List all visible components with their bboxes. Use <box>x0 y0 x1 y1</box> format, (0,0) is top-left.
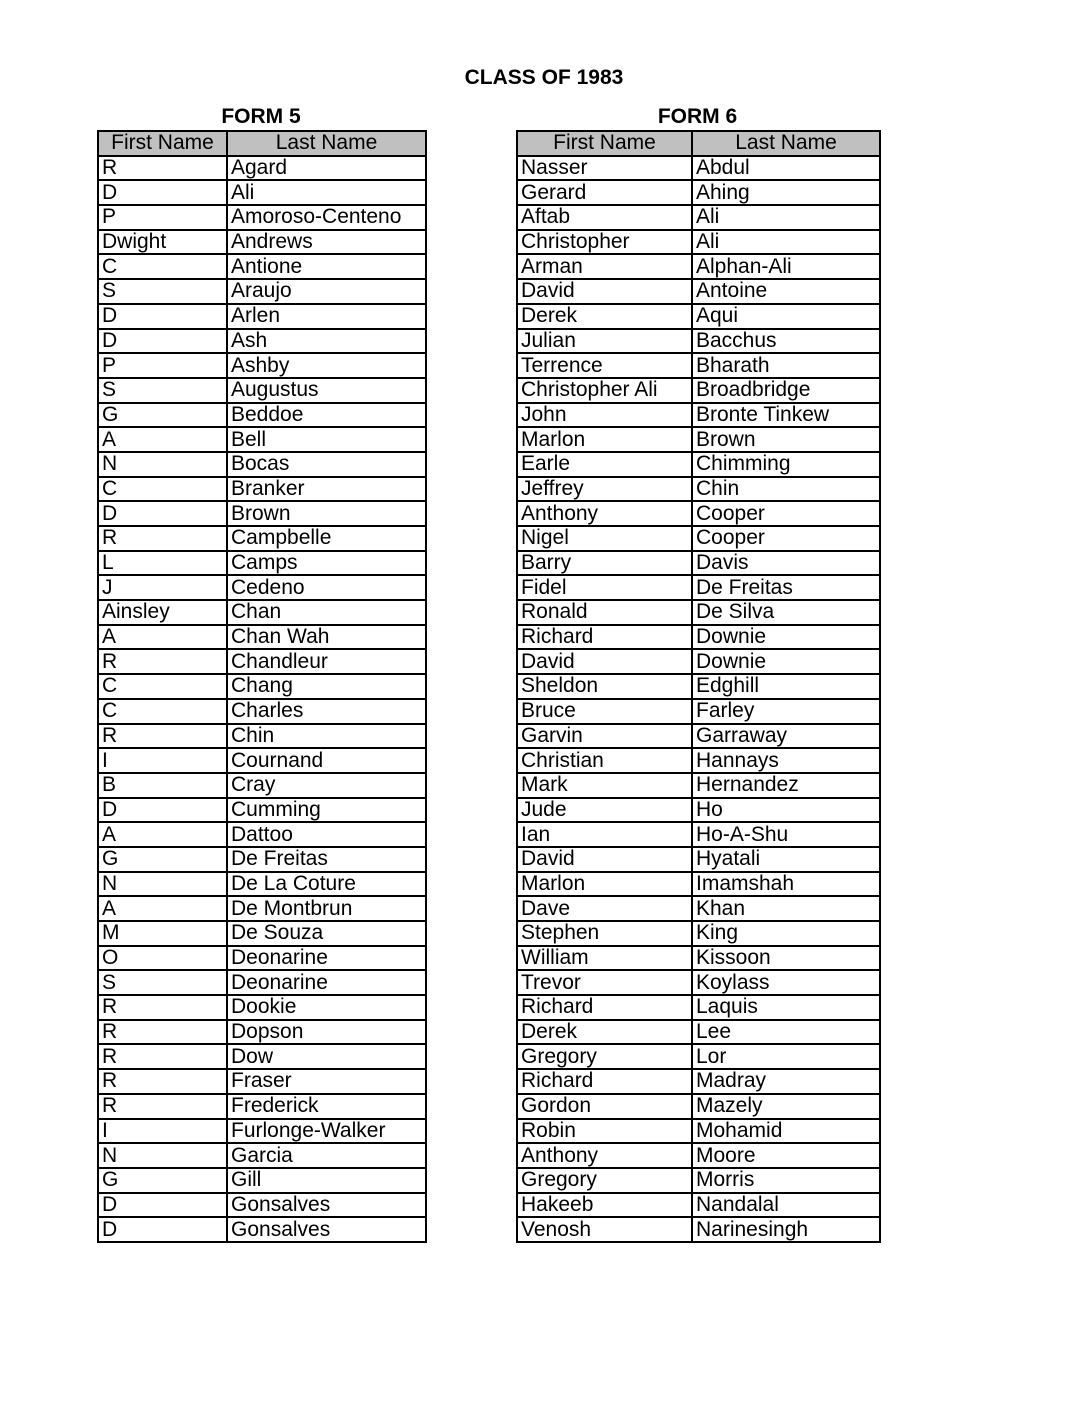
table-row <box>98 921 426 946</box>
first-name-cell: D <box>98 304 227 329</box>
first-name-cell: Stephen <box>517 921 692 946</box>
first-name-cell: C <box>98 699 227 724</box>
first-name-cell: R <box>98 649 227 674</box>
first-name-cell: R <box>98 995 227 1020</box>
table-row <box>517 625 880 650</box>
table-row <box>517 896 880 921</box>
last-name-header: Last Name <box>227 131 426 156</box>
last-name-cell: De Silva <box>692 600 880 625</box>
last-name-cell: Imamshah <box>692 872 880 897</box>
last-name-cell: Ho <box>692 798 880 823</box>
first-name-cell: Dave <box>517 896 692 921</box>
table-row <box>517 847 880 872</box>
last-name-cell: Kissoon <box>692 946 880 971</box>
table-row <box>98 304 426 329</box>
first-name-cell: Anthony <box>517 501 692 526</box>
first-name-cell: Aftab <box>517 205 692 230</box>
table-row <box>98 1044 426 1069</box>
last-name-cell: Cournand <box>227 748 426 773</box>
table-row <box>517 452 880 477</box>
last-name-cell: Andrews <box>227 230 426 255</box>
last-name-cell: Cedeno <box>227 575 426 600</box>
last-name-cell: Agard <box>227 156 426 181</box>
last-name-cell: Ahing <box>692 180 880 205</box>
last-name-cell: Deonarine <box>227 970 426 995</box>
table-row <box>98 1094 426 1119</box>
table-row <box>98 798 426 823</box>
first-name-cell: Trevor <box>517 970 692 995</box>
last-name-cell: Aqui <box>692 304 880 329</box>
table-row <box>517 180 880 205</box>
table-row <box>98 1020 426 1045</box>
last-name-cell: Antoine <box>692 279 880 304</box>
first-name-cell: Julian <box>517 329 692 354</box>
form5-table <box>97 130 427 1243</box>
first-name-cell: R <box>98 1069 227 1094</box>
first-name-cell: M <box>98 921 227 946</box>
table-row <box>517 798 880 823</box>
first-name-cell: D <box>98 329 227 354</box>
first-name-header: First Name <box>98 131 227 156</box>
form6-heading: FORM 6 <box>657 105 738 128</box>
table-row <box>517 526 880 551</box>
last-name-cell: Bacchus <box>692 329 880 354</box>
table-row <box>517 230 880 255</box>
last-name-cell: Downie <box>692 649 880 674</box>
table-row <box>517 995 880 1020</box>
table-row <box>98 575 426 600</box>
last-name-cell: Nandalal <box>692 1193 880 1218</box>
table-row <box>517 1069 880 1094</box>
last-name-cell: Furlonge-Walker <box>227 1119 426 1144</box>
table-row <box>517 1193 880 1218</box>
first-name-cell: Hakeeb <box>517 1193 692 1218</box>
last-name-cell: Camps <box>227 551 426 576</box>
first-name-cell: B <box>98 773 227 798</box>
last-name-cell: Ali <box>227 180 426 205</box>
first-name-cell: Ronald <box>517 600 692 625</box>
first-name-cell: David <box>517 847 692 872</box>
first-name-cell: Derek <box>517 304 692 329</box>
first-name-cell: Gregory <box>517 1168 692 1193</box>
form5-heading: FORM 5 <box>221 105 301 128</box>
last-name-cell: De Freitas <box>227 847 426 872</box>
first-name-cell: C <box>98 674 227 699</box>
last-name-cell: Deonarine <box>227 946 426 971</box>
first-name-cell: Garvin <box>517 724 692 749</box>
first-name-cell: Ian <box>517 822 692 847</box>
first-name-cell: Barry <box>517 551 692 576</box>
first-name-cell: G <box>98 1168 227 1193</box>
last-name-cell: Ash <box>227 329 426 354</box>
last-name-cell: Ali <box>692 205 880 230</box>
last-name-cell: Broadbridge <box>692 378 880 403</box>
table-row <box>98 403 426 428</box>
table-row <box>517 970 880 995</box>
last-name-cell: Chan Wah <box>227 625 426 650</box>
last-name-cell: Branker <box>227 477 426 502</box>
table-row <box>98 970 426 995</box>
first-name-cell: G <box>98 403 227 428</box>
table-row <box>517 378 880 403</box>
table-row <box>98 452 426 477</box>
last-name-cell: Davis <box>692 551 880 576</box>
table-row <box>98 1119 426 1144</box>
first-name-cell: John <box>517 403 692 428</box>
last-name-cell: Bocas <box>227 452 426 477</box>
last-name-cell: Gonsalves <box>227 1193 426 1218</box>
table-row <box>517 477 880 502</box>
first-name-cell: R <box>98 724 227 749</box>
last-name-cell: Brown <box>692 427 880 452</box>
last-name-cell: Lor <box>692 1044 880 1069</box>
first-name-cell: R <box>98 1094 227 1119</box>
page-title: CLASS OF 1983 <box>464 66 624 89</box>
first-name-cell: Jeffrey <box>517 477 692 502</box>
table-row <box>98 180 426 205</box>
table-row <box>517 748 880 773</box>
first-name-cell: I <box>98 1119 227 1144</box>
first-name-cell: Venosh <box>517 1217 692 1242</box>
first-name-cell: R <box>98 1020 227 1045</box>
last-name-cell: Hernandez <box>692 773 880 798</box>
first-name-cell: Christopher <box>517 230 692 255</box>
table-row <box>98 674 426 699</box>
first-name-cell: Richard <box>517 995 692 1020</box>
first-name-cell: P <box>98 353 227 378</box>
first-name-cell: D <box>98 180 227 205</box>
first-name-cell: R <box>98 156 227 181</box>
last-name-header: Last Name <box>692 131 880 156</box>
table-row <box>517 1168 880 1193</box>
first-name-cell: R <box>98 526 227 551</box>
header-row <box>517 131 880 156</box>
first-name-cell: Sheldon <box>517 674 692 699</box>
last-name-cell: Ali <box>692 230 880 255</box>
last-name-cell: Garraway <box>692 724 880 749</box>
last-name-cell: Alphan-Ali <box>692 254 880 279</box>
last-name-cell: Morris <box>692 1168 880 1193</box>
first-name-cell: Gregory <box>517 1044 692 1069</box>
first-name-cell: Christian <box>517 748 692 773</box>
last-name-cell: Ashby <box>227 353 426 378</box>
last-name-cell: Dattoo <box>227 822 426 847</box>
table-row <box>517 329 880 354</box>
table-row <box>517 649 880 674</box>
table-row <box>517 1044 880 1069</box>
first-name-cell: S <box>98 279 227 304</box>
form6-table <box>516 130 881 1243</box>
table-row <box>517 921 880 946</box>
first-name-cell: G <box>98 847 227 872</box>
last-name-cell: Amoroso-Centeno <box>227 205 426 230</box>
last-name-cell: Fraser <box>227 1069 426 1094</box>
table-row <box>98 773 426 798</box>
table-row <box>98 329 426 354</box>
first-name-cell: Fidel <box>517 575 692 600</box>
table-row <box>517 1143 880 1168</box>
table-row <box>517 1217 880 1242</box>
table-row <box>517 773 880 798</box>
first-name-cell: Dwight <box>98 230 227 255</box>
table-row <box>98 254 426 279</box>
last-name-cell: Bell <box>227 427 426 452</box>
first-name-cell: N <box>98 452 227 477</box>
first-name-cell: Derek <box>517 1020 692 1045</box>
table-row <box>98 1193 426 1218</box>
table-row <box>517 403 880 428</box>
table-row <box>98 477 426 502</box>
last-name-cell: Gonsalves <box>227 1217 426 1242</box>
first-name-cell: A <box>98 896 227 921</box>
table-row <box>98 353 426 378</box>
last-name-cell: Abdul <box>692 156 880 181</box>
table-row <box>98 230 426 255</box>
last-name-cell: Koylass <box>692 970 880 995</box>
table-row <box>98 205 426 230</box>
table-row <box>98 1217 426 1242</box>
last-name-cell: King <box>692 921 880 946</box>
first-name-cell: I <box>98 748 227 773</box>
last-name-cell: Frederick <box>227 1094 426 1119</box>
last-name-cell: Dookie <box>227 995 426 1020</box>
table-row <box>517 575 880 600</box>
table-row <box>517 724 880 749</box>
first-name-header: First Name <box>517 131 692 156</box>
first-name-cell: Gerard <box>517 180 692 205</box>
last-name-cell: Moore <box>692 1143 880 1168</box>
last-name-cell: Narinesingh <box>692 1217 880 1242</box>
first-name-cell: William <box>517 946 692 971</box>
last-name-cell: Arlen <box>227 304 426 329</box>
last-name-cell: Garcia <box>227 1143 426 1168</box>
first-name-cell: N <box>98 1143 227 1168</box>
last-name-cell: Mazely <box>692 1094 880 1119</box>
first-name-cell: Marlon <box>517 872 692 897</box>
last-name-cell: Cumming <box>227 798 426 823</box>
table-row <box>517 946 880 971</box>
last-name-cell: Hyatali <box>692 847 880 872</box>
last-name-cell: Hannays <box>692 748 880 773</box>
first-name-cell: J <box>98 575 227 600</box>
last-name-cell: Mohamid <box>692 1119 880 1144</box>
last-name-cell: De Souza <box>227 921 426 946</box>
table-row <box>517 600 880 625</box>
table-row <box>517 872 880 897</box>
last-name-cell: Bharath <box>692 353 880 378</box>
last-name-cell: Beddoe <box>227 403 426 428</box>
first-name-cell: R <box>98 1044 227 1069</box>
table-row <box>98 501 426 526</box>
last-name-cell: Campbelle <box>227 526 426 551</box>
table-row <box>98 526 426 551</box>
last-name-cell: De Montbrun <box>227 896 426 921</box>
table-row <box>98 1069 426 1094</box>
table-row <box>517 279 880 304</box>
first-name-cell: Nigel <box>517 526 692 551</box>
first-name-cell: Mark <box>517 773 692 798</box>
first-name-cell: Bruce <box>517 699 692 724</box>
last-name-cell: Chin <box>692 477 880 502</box>
table-row <box>517 353 880 378</box>
first-name-cell: Robin <box>517 1119 692 1144</box>
table-row <box>98 822 426 847</box>
last-name-cell: De La Coture <box>227 872 426 897</box>
first-name-cell: Richard <box>517 625 692 650</box>
first-name-cell: Marlon <box>517 427 692 452</box>
first-name-cell: Anthony <box>517 1143 692 1168</box>
table-row <box>98 872 426 897</box>
table-row <box>98 995 426 1020</box>
last-name-cell: Bronte Tinkew <box>692 403 880 428</box>
first-name-cell: C <box>98 477 227 502</box>
first-name-cell: D <box>98 1217 227 1242</box>
first-name-cell: S <box>98 970 227 995</box>
table-row <box>517 501 880 526</box>
first-name-cell: A <box>98 822 227 847</box>
header-row <box>98 131 426 156</box>
last-name-cell: Gill <box>227 1168 426 1193</box>
first-name-cell: Terrence <box>517 353 692 378</box>
table-row <box>517 674 880 699</box>
last-name-cell: Farley <box>692 699 880 724</box>
first-name-cell: Earle <box>517 452 692 477</box>
table-row <box>517 699 880 724</box>
first-name-cell: Jude <box>517 798 692 823</box>
last-name-cell: Augustus <box>227 378 426 403</box>
last-name-cell: Cooper <box>692 526 880 551</box>
first-name-cell: A <box>98 625 227 650</box>
last-name-cell: Antione <box>227 254 426 279</box>
last-name-cell: Chan <box>227 600 426 625</box>
first-name-cell: Christopher Ali <box>517 378 692 403</box>
last-name-cell: Araujo <box>227 279 426 304</box>
first-name-cell: Ainsley <box>98 600 227 625</box>
last-name-cell: Cooper <box>692 501 880 526</box>
last-name-cell: Downie <box>692 625 880 650</box>
last-name-cell: Edghill <box>692 674 880 699</box>
table-row <box>517 205 880 230</box>
first-name-cell: L <box>98 551 227 576</box>
first-name-cell: D <box>98 501 227 526</box>
table-row <box>517 1020 880 1045</box>
table-row <box>98 748 426 773</box>
last-name-cell: Dow <box>227 1044 426 1069</box>
table-row <box>98 156 426 181</box>
table-row <box>98 551 426 576</box>
table-row <box>98 1143 426 1168</box>
last-name-cell: Ho-A-Shu <box>692 822 880 847</box>
first-name-cell: A <box>98 427 227 452</box>
first-name-cell: Nasser <box>517 156 692 181</box>
first-name-cell: David <box>517 649 692 674</box>
last-name-cell: De Freitas <box>692 575 880 600</box>
last-name-cell: Dopson <box>227 1020 426 1045</box>
table-row <box>98 724 426 749</box>
last-name-cell: Madray <box>692 1069 880 1094</box>
last-name-cell: Charles <box>227 699 426 724</box>
table-row <box>517 1119 880 1144</box>
first-name-cell: Arman <box>517 254 692 279</box>
last-name-cell: Chang <box>227 674 426 699</box>
table-row <box>98 600 426 625</box>
first-name-cell: D <box>98 1193 227 1218</box>
first-name-cell: P <box>98 205 227 230</box>
first-name-cell: Gordon <box>517 1094 692 1119</box>
last-name-cell: Chandleur <box>227 649 426 674</box>
table-row <box>98 847 426 872</box>
table-row <box>98 896 426 921</box>
last-name-cell: Brown <box>227 501 426 526</box>
first-name-cell: C <box>98 254 227 279</box>
table-row <box>98 1168 426 1193</box>
table-row <box>98 649 426 674</box>
table-row <box>517 427 880 452</box>
first-name-cell: Richard <box>517 1069 692 1094</box>
table-row <box>517 1094 880 1119</box>
table-row <box>98 427 426 452</box>
last-name-cell: Lee <box>692 1020 880 1045</box>
last-name-cell: Laquis <box>692 995 880 1020</box>
table-row <box>517 254 880 279</box>
table-row <box>517 156 880 181</box>
table-row <box>517 822 880 847</box>
table-row <box>98 625 426 650</box>
table-row <box>98 946 426 971</box>
first-name-cell: S <box>98 378 227 403</box>
first-name-cell: N <box>98 872 227 897</box>
last-name-cell: Cray <box>227 773 426 798</box>
first-name-cell: O <box>98 946 227 971</box>
table-row <box>98 378 426 403</box>
last-name-cell: Chin <box>227 724 426 749</box>
first-name-cell: David <box>517 279 692 304</box>
table-row <box>517 551 880 576</box>
first-name-cell: D <box>98 798 227 823</box>
last-name-cell: Chimming <box>692 452 880 477</box>
table-row <box>98 699 426 724</box>
table-row <box>517 304 880 329</box>
last-name-cell: Khan <box>692 896 880 921</box>
table-row <box>98 279 426 304</box>
